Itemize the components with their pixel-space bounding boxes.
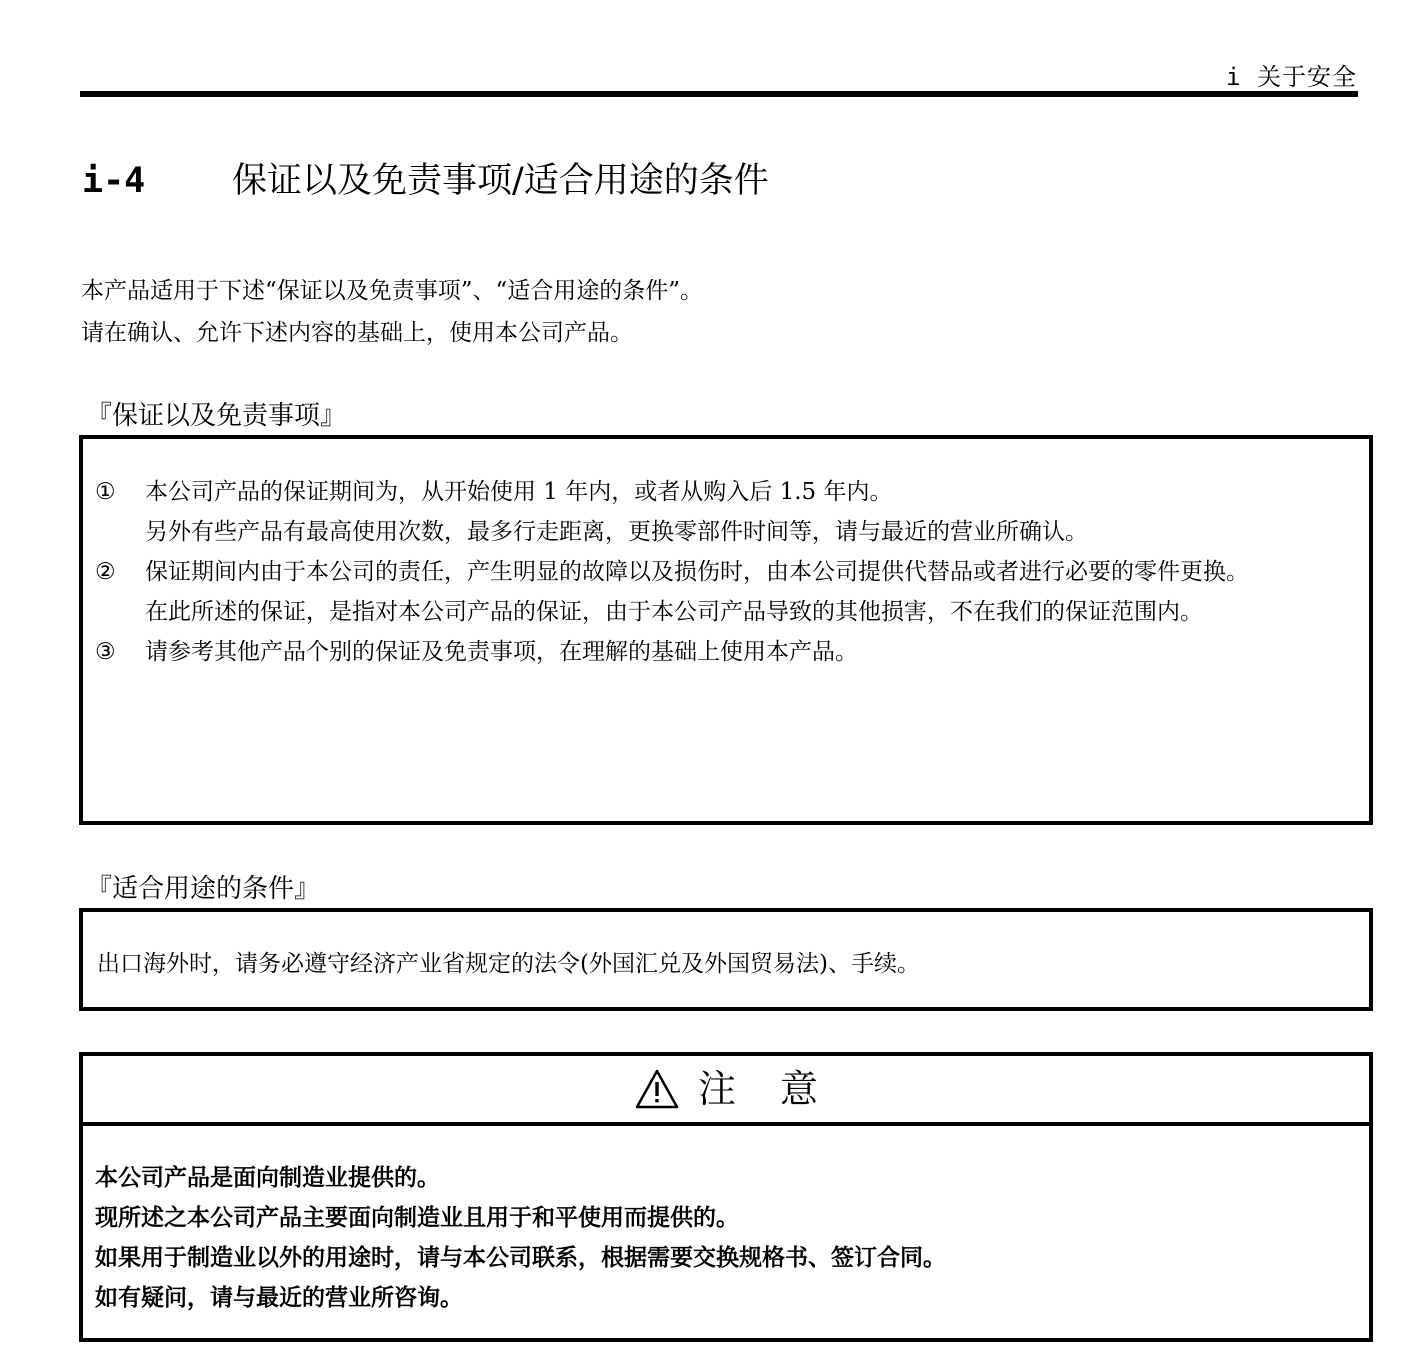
- caution-body: [83, 1126, 1369, 1318]
- warranty-item-3: [95, 632, 1357, 672]
- section-number: i-4: [82, 161, 146, 201]
- section-title-text: 保证以及免责事项/适合用途的条件: [232, 161, 769, 201]
- item-text: 本公司产品的保证期间为，从开始使用 1 年内，或者从购入后 1.5 年内。: [145, 479, 893, 505]
- chapter-header: i 关于安全: [1226, 63, 1357, 91]
- item-text: 另外有些产品有最高使用次数，最多行走距离，更换零部件时间等，请与最近的营业所确认。: [145, 519, 1088, 545]
- intro-line: 请在确认、允许下述内容的基础上，使用本公司产品。: [81, 320, 633, 346]
- warranty-item-2: [95, 552, 1357, 592]
- item-marker: ①: [95, 479, 116, 505]
- caution-line: 如有疑问，请与最近的营业所咨询。: [95, 1285, 463, 1311]
- caution-line: 如果用于制造业以外的用途时，请与本公司联系，根据需要交换规格书、签订合同。: [95, 1245, 946, 1271]
- conditions-heading: 『适合用途的条件』: [86, 874, 321, 904]
- intro-paragraph: [81, 270, 703, 354]
- item-text: 在此所述的保证，是指对本公司产品的保证，由于本公司产品导致的其他损害，不在我们的保证范围内。: [145, 599, 1203, 625]
- item-marker: ②: [95, 559, 116, 585]
- section-title: [82, 156, 769, 206]
- caution-title: 注意: [697, 1067, 862, 1111]
- caution-header: [83, 1056, 1369, 1126]
- warning-triangle-icon: [634, 1068, 680, 1110]
- item-marker: ③: [95, 639, 116, 665]
- warranty-item-1: [95, 472, 1357, 512]
- conditions-box: [79, 908, 1373, 1011]
- conditions-text: 出口海外时，请务必遵守经济产业省规定的法令(外国汇兑及外国贸易法)、手续。: [97, 951, 920, 977]
- caution-box: [79, 1052, 1373, 1342]
- caution-line: 本公司产品是面向制造业提供的。: [95, 1165, 440, 1191]
- intro-line: 本产品适用于下述“保证以及免责事项”、“适合用途的条件”。: [81, 278, 704, 304]
- warranty-item-1-cont: [95, 512, 1357, 552]
- warranty-box: [79, 435, 1373, 825]
- header-rule: [80, 91, 1358, 97]
- item-text: 请参考其他产品个别的保证及免责事项，在理解的基础上使用本产品。: [145, 639, 858, 665]
- warranty-heading: 『保证以及免责事项』: [86, 401, 347, 431]
- warranty-item-2-cont: [95, 592, 1357, 632]
- caution-line: 现所述之本公司产品主要面向制造业且用于和平使用而提供的。: [95, 1205, 739, 1231]
- item-text: 保证期间内由于本公司的责任，产生明显的故障以及损伤时，由本公司提供代替品或者进行必要的零件更换。: [145, 559, 1249, 585]
